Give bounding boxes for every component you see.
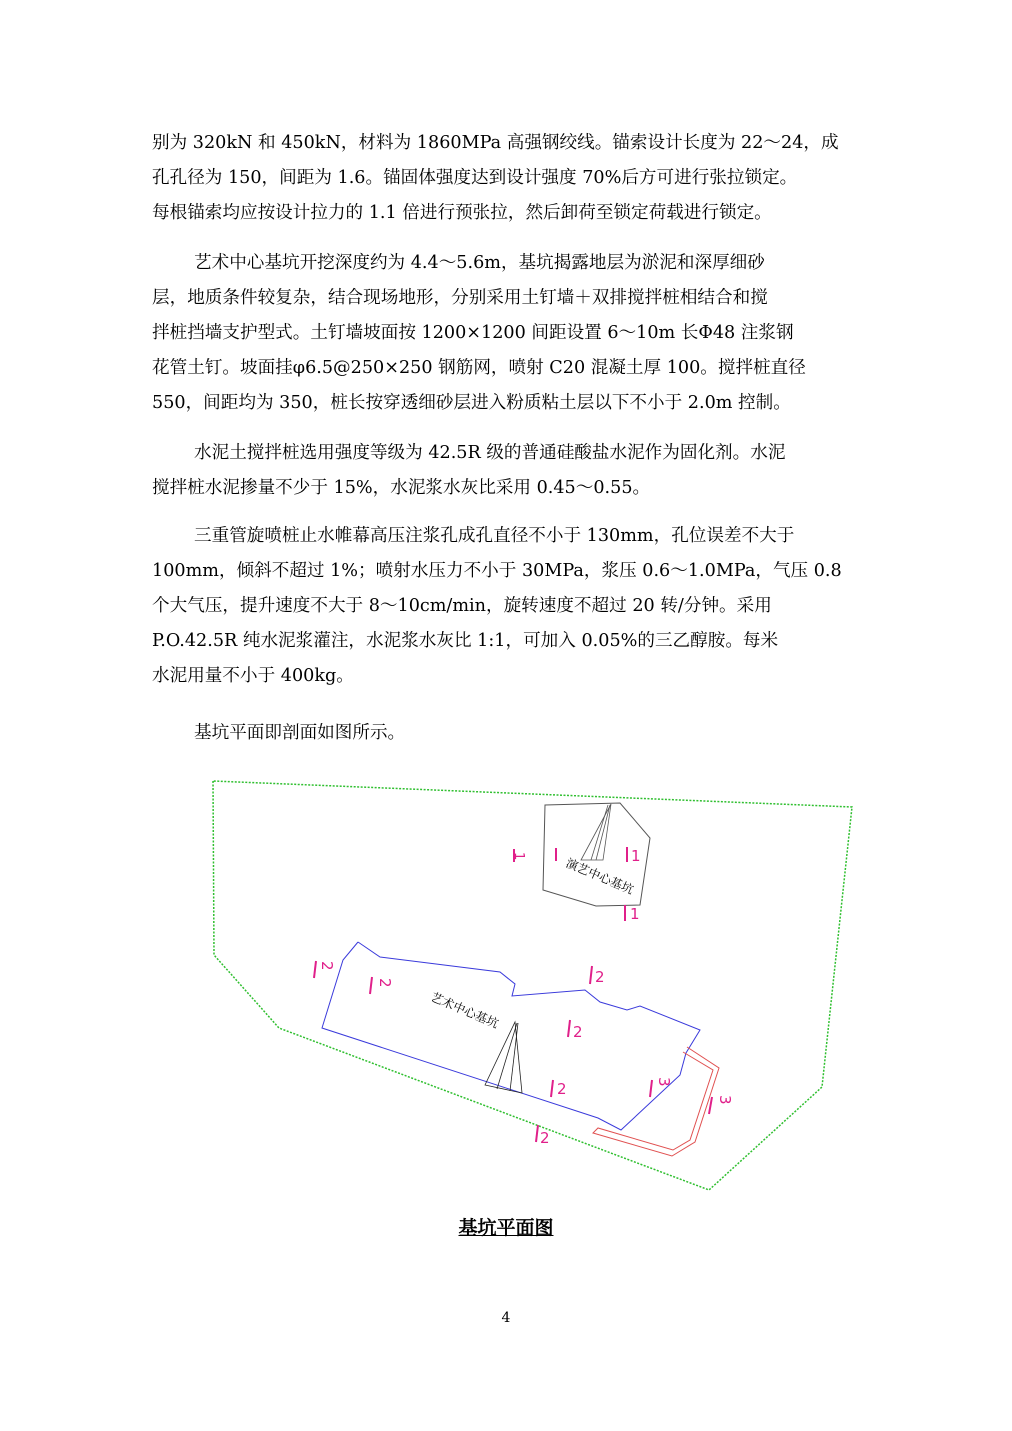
paragraph-4-line-4: P.O.42.5R 纯水泥浆灌注，水泥浆水灰比 1:1，可加入 0.05%的三乙醇胺。每米 <box>152 631 779 651</box>
section-2-tick <box>590 966 592 984</box>
section-2-label: 2 <box>557 1080 567 1098</box>
paragraph-2-line-4: 花管土钉。坡面挂φ6.5@250×250 钢筋网，喷射 C20 混凝土厚 100。搅拌桩直径 <box>152 358 806 378</box>
paragraph-2-line-2: 层，地质条件较复杂，结合现场地形，分别采用土钉墙＋双排搅拌桩相结合和搅 <box>152 288 768 308</box>
paragraph-4-line-5: 水泥用量不小于 400kg。 <box>152 666 354 686</box>
yanyi-pit-ramp <box>581 804 611 860</box>
yishu-pit-ramp <box>485 1022 522 1093</box>
yanyi-ramp-line <box>596 805 610 860</box>
yanyi-pit-label: 演艺中心基坑 <box>563 855 636 897</box>
section-2-markers <box>314 961 605 1147</box>
site-boundary <box>213 781 852 1190</box>
section-2-tick <box>314 961 316 978</box>
figure-caption: 基坑平面图 <box>458 1217 554 1239</box>
section-2-label: 2 <box>573 1023 583 1041</box>
paragraph-3-line-1: 水泥土搅拌桩选用强度等级为 42.5R 级的普通硅酸盐水泥作为固化剂。水泥 <box>194 443 786 463</box>
jet-grout-curtain <box>593 1047 719 1156</box>
section-1-label: 1 <box>630 905 640 923</box>
yanyi-ramp-line <box>591 805 608 860</box>
paragraph-4-line-1: 三重管旋喷桩止水帷幕高压注浆孔成孔直径不小于 130mm，孔位误差不大于 <box>194 526 795 546</box>
paragraph-3-line-2: 搅拌桩水泥掺量不少于 15%，水泥浆水灰比采用 0.45～0.55。 <box>152 478 651 498</box>
yishu-pit-outline <box>322 942 700 1130</box>
paragraph-2-line-1: 艺术中心基坑开挖深度约为 4.4～5.6m，基坑揭露地层为淤泥和深厚细砂 <box>194 253 765 273</box>
section-3-markers <box>650 1077 734 1114</box>
section-1-label: 1 <box>631 847 641 865</box>
section-2-label: 2 <box>376 978 394 988</box>
paragraph-5-line-1: 基坑平面即剖面如图所示。 <box>194 723 406 743</box>
section-2-label: 2 <box>540 1129 550 1147</box>
paragraph-1-line-3: 每根锚索均应按设计拉力的 1.1 倍进行预张拉，然后卸荷至锁定荷载进行锁定。 <box>152 203 772 223</box>
section-3-label: 3 <box>716 1095 734 1105</box>
paragraph-4-line-2: 100mm，倾斜不超过 1%；喷射水压力不小于 30MPa，浆压 0.6～1.0MPa，气压 0.8 <box>152 561 842 581</box>
paragraph-2-line-3: 拌桩挡墙支护型式。土钉墙坡面按 1200×1200 间距设置 6～10m 长Φ48 注浆钢 <box>152 323 794 343</box>
yishu-pit <box>322 942 719 1156</box>
section-3-tick <box>709 1097 712 1114</box>
paragraph-1-line-2: 孔孔径为 150，间距为 1.6。锚固体强度达到设计强度 70%后方可进行张拉锁定。 <box>152 168 798 188</box>
paragraph-1-line-1: 别为 320kN 和 450kN，材料为 1860MPa 高强钢绞线。锚索设计长度为 22～24，成 <box>152 133 839 153</box>
section-2-tick <box>370 977 372 994</box>
paragraph-4-line-3: 个大气压，提升速度不大于 8～10cm/min，旋转速度不超过 20 转/分钟。采用 <box>152 596 772 616</box>
section-2-label: 2 <box>318 961 336 971</box>
section-2-tick <box>568 1020 570 1037</box>
section-2-tick <box>551 1080 553 1097</box>
section-1-label: 1 <box>511 852 526 861</box>
yishu-pit-label: 艺术中心基坑 <box>428 989 501 1031</box>
paragraph-2-line-5: 550，间距均为 350，桩长按穿透细砂层进入粉质粘土层以下不小于 2.0m 控制。 <box>152 393 791 413</box>
page-number: 4 <box>501 1310 511 1326</box>
section-2-tick <box>536 1125 538 1142</box>
section-3-tick <box>650 1080 652 1097</box>
section-3-label: 3 <box>655 1077 673 1087</box>
section-2-label: 2 <box>595 968 605 986</box>
